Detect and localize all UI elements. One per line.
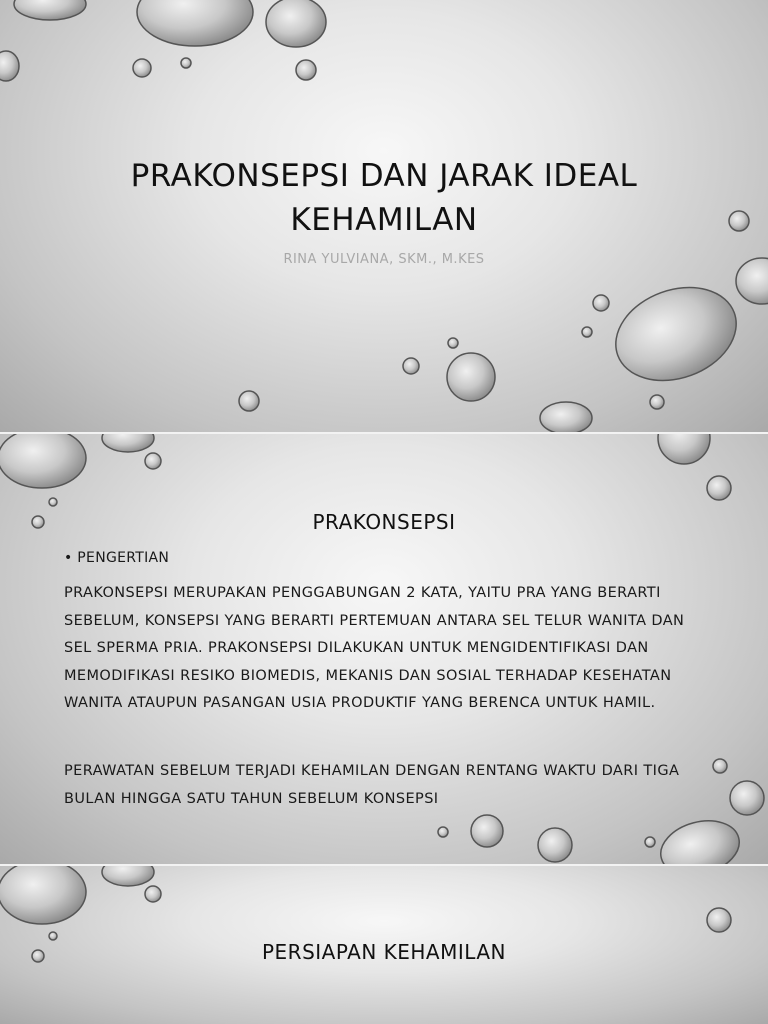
presentation-title: PRAKONSEPSI DAN JARAK IDEAL KEHAMILAN [130,158,638,238]
bullet-item: • PENGERTIAN [64,550,170,566]
slide-title: PERSIAPAN KEHAMILAN [261,940,507,964]
presentation-author: RINA YULVIANA, SKM., M.KES [283,252,485,267]
definition-paragraph: PRAKONSEPSI MERUPAKAN PENGGABUNGAN 2 KATA, YAITU PRA YANG BERARTI SEBELUM, KONSEPSI YANG BERARTI PERTEMUAN ANTARA SEL TELUR WANITA DAN SEL SPERMA PRIA. PRAKONSEPSI DILAKUKAN UNTUK MENGIDENTIFIKASI DAN MEMODIFIKASI RESIKO BIOMEDIS, MEKANIS DAN SOSIAL TERHADAP KESEHATAN WANITA ATAUPUN PASANGAN USIA PRODUKTIF YANG BERENCA UNTUK HAMIL. [64,585,685,711]
persiapan-slide [0,866,768,1024]
slide-title: PRAKONSEPSI [312,510,456,534]
title-slide [0,0,768,432]
care-paragraph: PERAWATAN SEBELUM TERJADI KEHAMILAN DENGAN RENTANG WAKTU DARI TIGA BULAN HINGGA SATU TAHUN SEBELUM KONSEPSI [64,763,680,807]
prakonsepsi-slide [0,434,768,864]
